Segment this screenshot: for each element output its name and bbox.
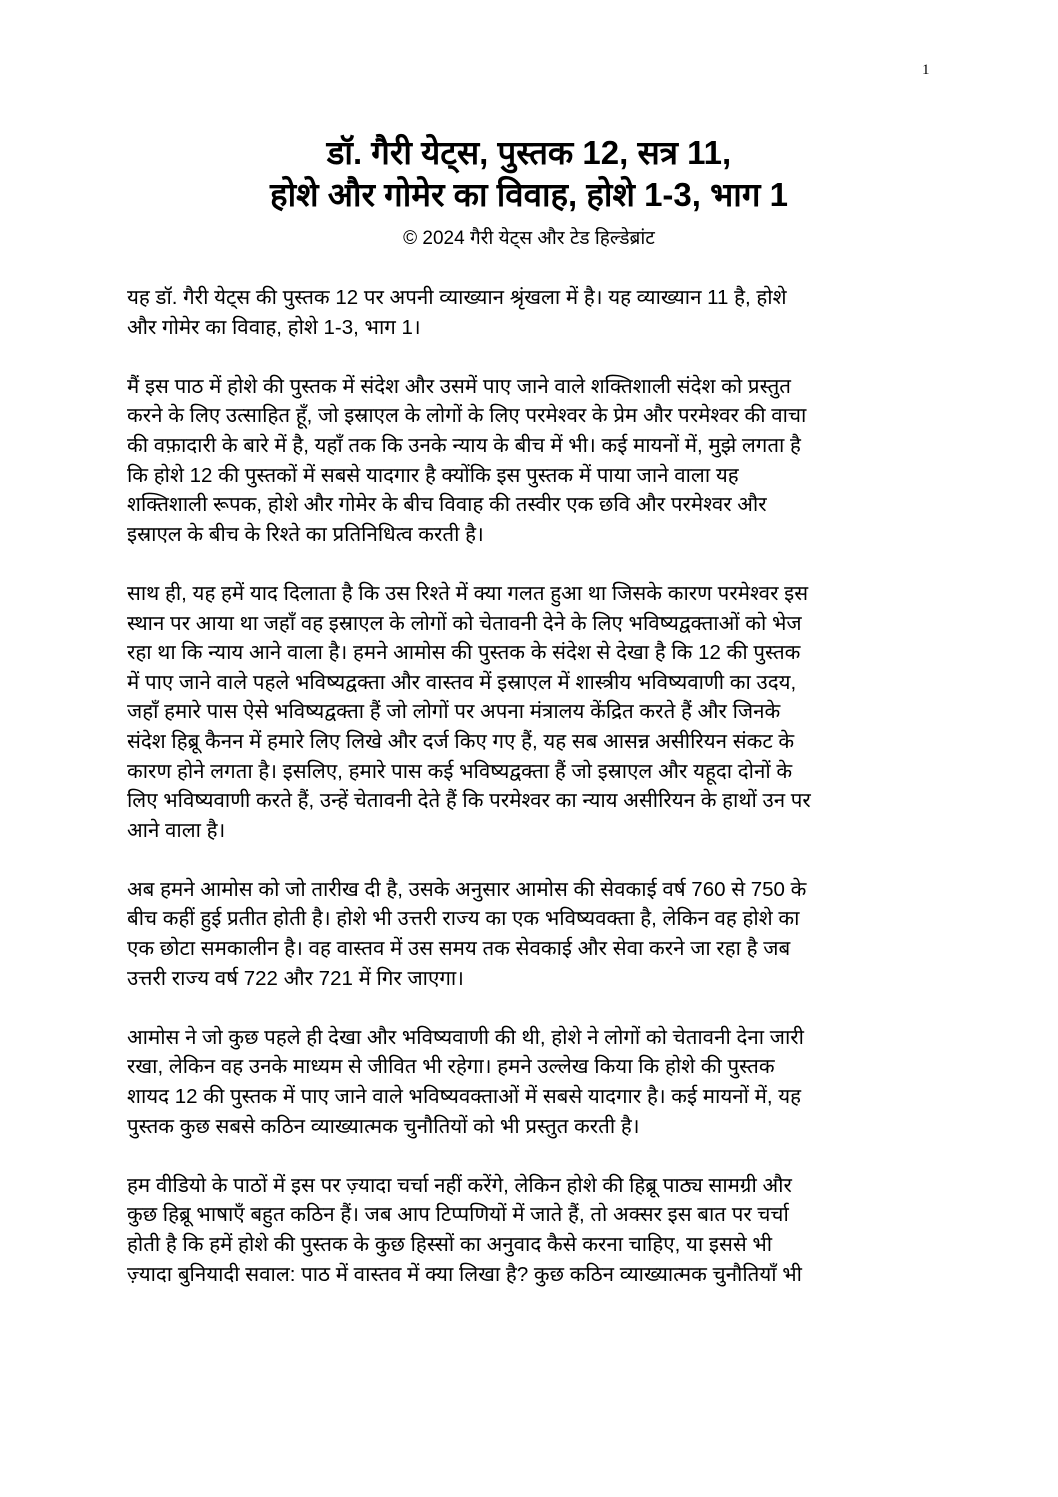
copyright-notice: © 2024 गैरी येट्स और टेड हिल्डेब्रांट bbox=[403, 228, 655, 249]
paragraph-line: मैं इस पाठ में होशे की पुस्तक में संदेश और उसमें पाए जाने वाले शक्तिशाली संदेश को प्रस्तुत bbox=[127, 374, 791, 398]
paragraph bbox=[127, 1171, 937, 1289]
paragraph bbox=[127, 579, 937, 845]
paragraph-line: शक्तिशाली रूपक, होशे और गोमेर के बीच विवाह की तस्वीर एक छवि और परमेश्वर और bbox=[127, 493, 767, 517]
paragraph-line: शायद 12 की पुस्तक में पाए जाने वाले भविष्यवक्ताओं में सबसे यादगार है। कई मायनों में, यह bbox=[127, 1085, 802, 1109]
paragraph-line: यह डॉ. गैरी येट्स की पुस्तक 12 पर अपनी व्याख्यान श्रृंखला में है। यह व्याख्यान 11 है, होशे bbox=[127, 286, 787, 309]
paragraph-line: जहाँ हमारे पास ऐसे भविष्यद्वक्ता हैं जो लोगों पर अपना मंत्रालय केंद्रित करते हैं और जिनके bbox=[127, 700, 781, 724]
paragraph-line: इस्राएल के बीच के रिश्ते का प्रतिनिधित्व करती है। bbox=[127, 522, 484, 546]
paragraph-line: की वफ़ादारी के बारे में है, यहाँ तक कि उनके न्याय के बीच में भी। कई मायनों में, मुझे लगता है bbox=[127, 433, 801, 457]
paragraph-line: कि होशे 12 की पुस्तकों में सबसे यादगार है क्योंकि इस पुस्तक में पाया जाने वाला यह bbox=[127, 463, 739, 487]
paragraph-line: आमोस ने जो कुछ पहले ही देखा और भविष्यवाणी की थी, होशे ने लोगों को चेतावनी देना जारी bbox=[127, 1025, 804, 1049]
paragraph-line: एक छोटा समकालीन है। वह वास्तव में उस समय तक सेवकाई और सेवा करने जा रहा है जब bbox=[127, 937, 791, 961]
paragraph-line: आने वाला है। bbox=[127, 818, 226, 842]
paragraph-line: बीच कहीं हुई प्रतीत होती है। होशे भी उत्तरी राज्य का एक भविष्यवक्ता है, लेकिन वह होशे का bbox=[127, 907, 800, 931]
paragraph-line: संदेश हिब्रू कैनन में हमारे लिए लिखे और दर्ज किए गए हैं, यह सब आसन्न असीरियन संकट के bbox=[127, 729, 795, 753]
paragraph bbox=[127, 875, 937, 993]
title-line-1: डॉ. गैरी येट्स, पुस्तक 12, सत्र 11, bbox=[326, 134, 732, 171]
document-body bbox=[127, 283, 937, 1319]
paragraph-line: होती है कि हमें होशे की पुस्तक के कुछ हिस्सों का अनुवाद कैसे करना चाहिए, या इससे भी bbox=[127, 1233, 773, 1256]
paragraph-line: में पाए जाने वाले पहले भविष्यद्वक्ता और वास्तव में इस्राएल में शास्त्रीय भविष्यवाणी का उदय, bbox=[127, 670, 797, 694]
paragraph-line: अब हमने आमोस को जो तारीख दी है, उसके अनुसार आमोस की सेवकाई वर्ष 760 से 750 के bbox=[127, 877, 807, 901]
paragraph-line: साथ ही, यह हमें याद दिलाता है कि उस रिश्ते में क्या गलत हुआ था जिसके कारण परमेश्वर इस bbox=[127, 581, 809, 605]
paragraph-line: और गोमेर का विवाह, होशे 1-3, भाग 1। bbox=[127, 315, 421, 339]
paragraph-line: उत्तरी राज्य वर्ष 722 और 721 में गिर जाएगा। bbox=[127, 966, 464, 990]
paragraph-line: ज़्यादा बुनियादी सवाल: पाठ में वास्तव में क्या लिखा है? कुछ कठिन व्याख्यात्मक चुनौतियाँ भी bbox=[127, 1262, 802, 1286]
paragraph bbox=[127, 1023, 937, 1141]
paragraph-line: रहा था कि न्याय आने वाला है। हमने आमोस की पुस्तक के संदेश से देखा है कि 12 की पुस्तक bbox=[127, 641, 801, 665]
paragraph-line: कारण होने लगता है। इसलिए, हमारे पास कई भविष्यद्वक्ता हैं जो इस्राएल और यहूदा दोनों के bbox=[127, 759, 793, 783]
paragraph-line: हम वीडियो के पाठों में इस पर ज़्यादा चर्चा नहीं करेंगे, लेकिन होशे की हिब्रू पाठ्य सामग्री और bbox=[127, 1173, 792, 1197]
paragraph bbox=[127, 283, 937, 342]
paragraph-line: करने के लिए उत्साहित हूँ, जो इस्राएल के लोगों के लिए परमेश्वर के प्रेम और परमेश्वर की वाचा bbox=[127, 404, 807, 428]
title-line-2: होशे और गोमेर का विवाह, होशे 1-3, भाग 1 bbox=[270, 176, 788, 213]
paragraph-line: स्थान पर आया था जहाँ वह इस्राएल के लोगों को चेतावनी देने के लिए भविष्यद्वक्ताओं को भेज bbox=[127, 611, 802, 635]
paragraph-line: पुस्तक कुछ सबसे कठिन व्याख्यात्मक चुनौतियों को भी प्रस्तुत करती है। bbox=[127, 1114, 640, 1138]
paragraph bbox=[127, 372, 937, 550]
page-number: 1 bbox=[922, 62, 930, 78]
document-title bbox=[0, 132, 1058, 216]
paragraph-line: रखा, लेकिन वह उनके माध्यम से जीवित भी रहेगा। हमने उल्लेख किया कि होशे की पुस्तक bbox=[127, 1055, 775, 1079]
paragraph-line: कुछ हिब्रू भाषाएँ बहुत कठिन हैं। जब आप टिप्पणियों में जाते हैं, तो अक्सर इस बात पर चर्चा bbox=[127, 1203, 789, 1227]
paragraph-line: लिए भविष्यवाणी करते हैं, उन्हें चेतावनी देते हैं कि परमेश्वर का न्याय असीरियन के हाथों उन पर bbox=[127, 789, 811, 813]
